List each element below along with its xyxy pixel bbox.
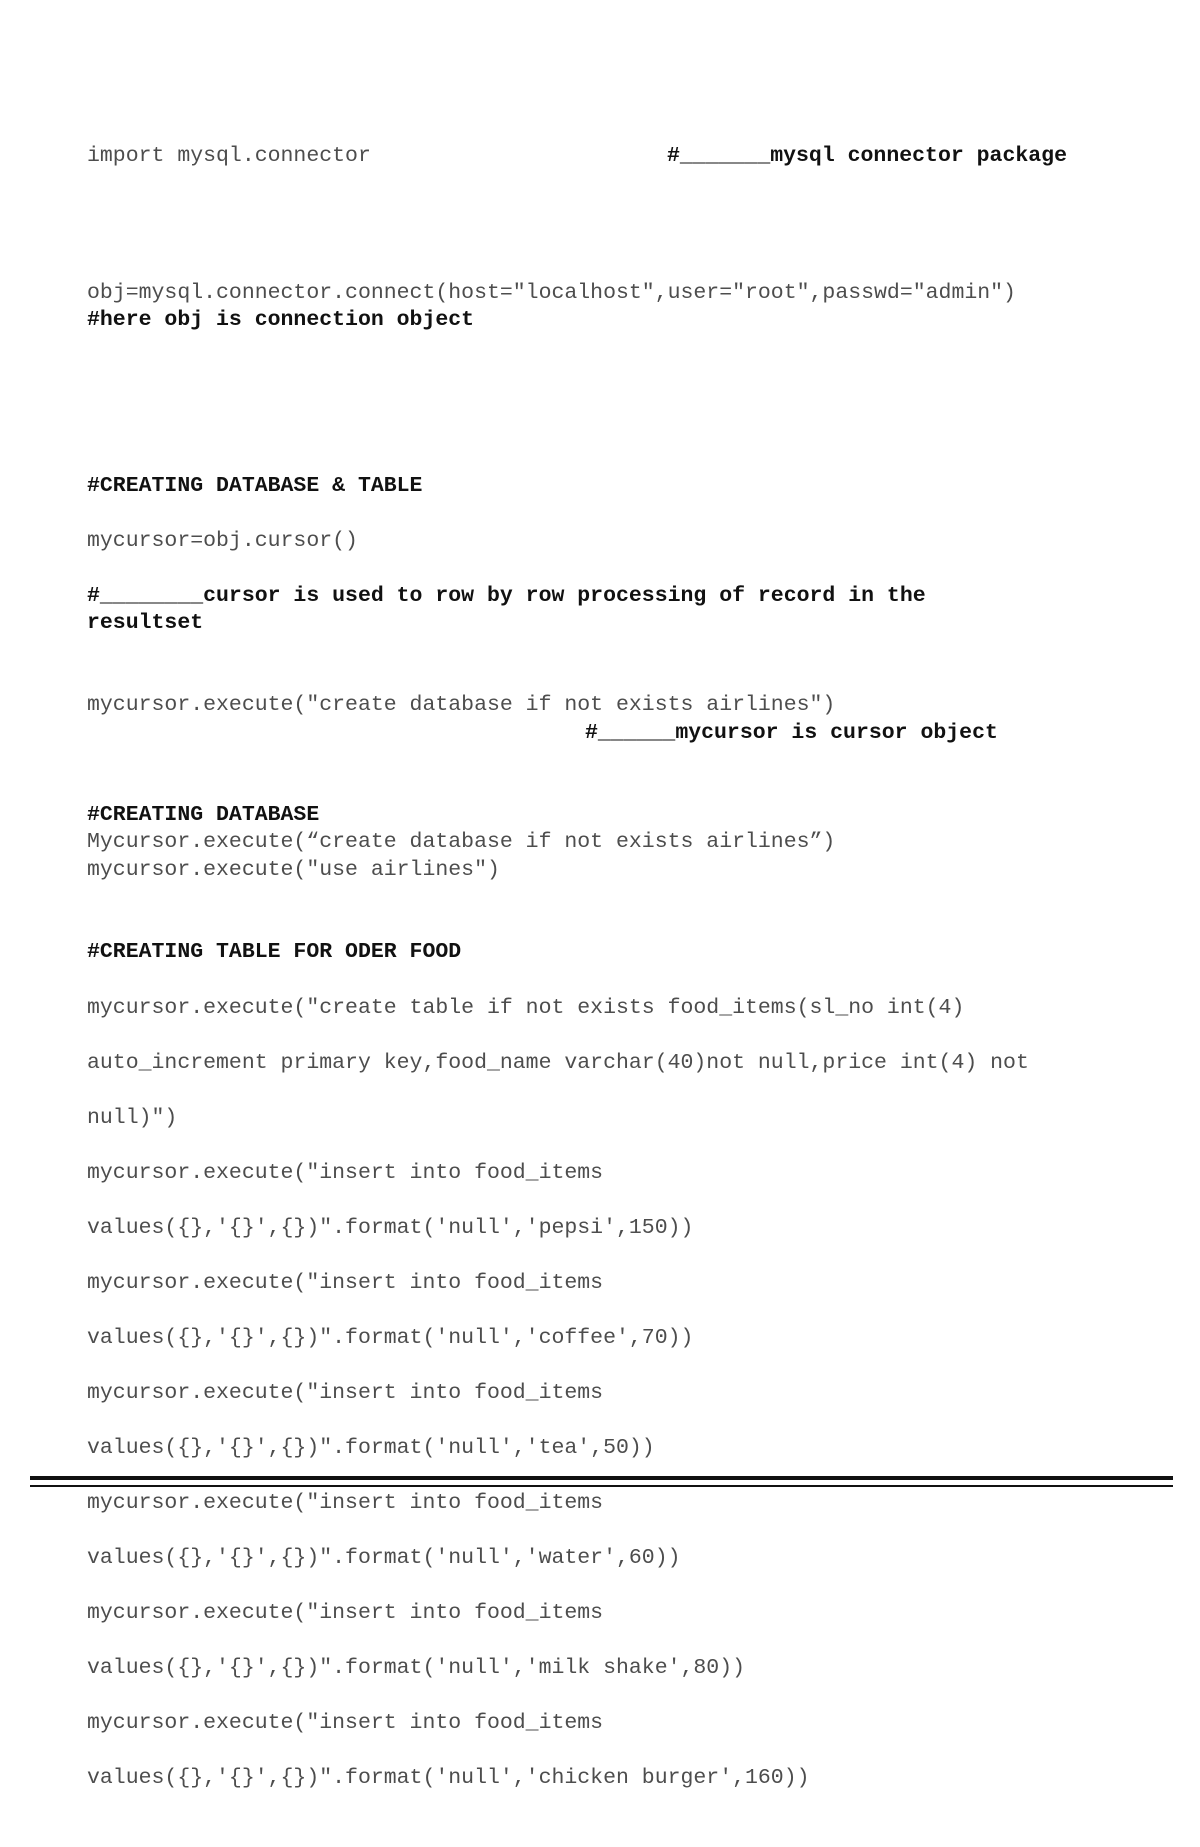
food-code-line: mycursor.execute("insert into food_items	[87, 1270, 604, 1295]
food-code-line: values({},'{}',{})".format('null','coffee',70))	[87, 1325, 694, 1350]
food-code-line: mycursor.execute("insert into food_items	[87, 1710, 604, 1735]
food-code-line: mycursor.execute("insert into food_items	[87, 1160, 604, 1185]
food-code-line: auto_increment primary key,food_name varchar(40)not null,price int(4) not	[87, 1050, 1029, 1075]
food-code-line: mycursor.execute("insert into food_items	[87, 1600, 604, 1625]
connect-code-line: obj=mysql.connector.connect(host="localhost",user="root",passwd="admin")	[87, 281, 1016, 305]
connect-comment: #here obj is connection object	[87, 308, 475, 332]
food-code-line: values({},'{}',{})".format('null','pepsi',150))	[87, 1215, 694, 1240]
import-comment: #_______mysql connector package	[667, 144, 1067, 168]
cursor-comment-line-1: #________cursor is used to row by row processing of record in the	[87, 584, 926, 608]
database-code-line-1: Mycursor.execute(“create database if not exists airlines”)	[87, 830, 836, 854]
import-code-line: import mysql.connector	[87, 144, 371, 168]
footer-rule-thin	[30, 1485, 1173, 1487]
section-heading-db-table: #CREATING DATABASE & TABLE	[87, 474, 423, 498]
execute-code-line: mycursor.execute("create database if not exists airlines")	[87, 693, 836, 717]
section-heading-food: #CREATING TABLE FOR ODER FOOD	[87, 940, 462, 964]
cursor-comment-line-2: resultset	[87, 611, 204, 635]
food-code-line: mycursor.execute("create table if not exists food_items(sl_no int(4)	[87, 995, 965, 1020]
food-code-line: values({},'{}',{})".format('null','water',60))	[87, 1545, 681, 1570]
cursor-code-line: mycursor=obj.cursor()	[87, 529, 358, 553]
food-code-line: values({},'{}',{})".format('null','chicken burger',160))	[87, 1765, 810, 1790]
food-code-line: values({},'{}',{})".format('null','tea',50))	[87, 1435, 655, 1460]
database-code-line-2: mycursor.execute("use airlines")	[87, 858, 500, 882]
food-code-block	[87, 967, 1029, 1847]
food-code-line: null)")	[87, 1105, 178, 1130]
food-code-line: values({},'{}',{})".format('null','milk shake',80))	[87, 1655, 746, 1680]
execute-comment: #______mycursor is cursor object	[585, 721, 998, 745]
food-code-line: mycursor.execute("insert into food_items	[87, 1380, 604, 1405]
food-code-line: mycursor.execute("insert into food_items	[87, 1490, 604, 1515]
footer-rule-thick	[30, 1476, 1173, 1480]
section-heading-database: #CREATING DATABASE	[87, 803, 320, 827]
